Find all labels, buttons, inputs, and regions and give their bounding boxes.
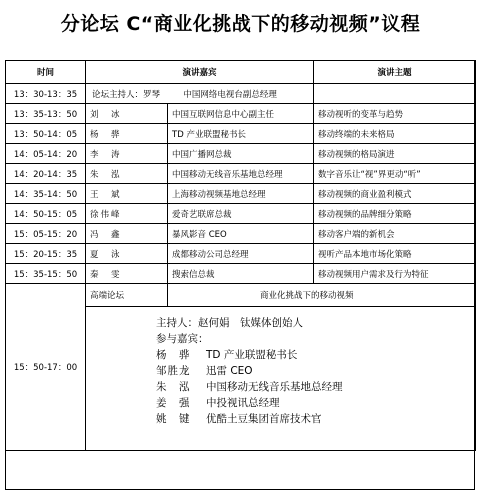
guest-role: 中投视讯总经理 — [206, 397, 280, 409]
forum-host: 主持人：赵何娟 钛媒体创始人 — [156, 317, 303, 329]
row-name: 冯 鑫 — [86, 224, 168, 244]
agenda-table — [5, 60, 476, 451]
guest-name: 朱 泓 — [156, 381, 191, 393]
row-title: 中国移动无线音乐基地总经理 — [168, 164, 314, 184]
row-topic: 移动视频的商业盈利模式 — [314, 184, 476, 204]
row-title: 暴风影音 CEO — [168, 224, 314, 244]
row-time: 13：35-13：50 — [6, 104, 86, 124]
row-name: 秦 雯 — [86, 264, 168, 284]
host-title: 中国网络电视台副总经理 — [183, 89, 277, 100]
forum-time: 15：50-17：00 — [6, 284, 86, 451]
header-time: 时间 — [6, 61, 86, 84]
row-name: 王 斌 — [86, 184, 168, 204]
row-time: 14：35-14：50 — [6, 184, 86, 204]
forum-guest — [156, 363, 465, 379]
table-row — [6, 224, 476, 244]
table-row — [6, 124, 476, 144]
table-header-row — [6, 61, 476, 84]
row-topic: 移动客户端的新机会 — [314, 224, 476, 244]
guest-name: 杨 骅 — [156, 349, 191, 361]
row-topic: 移动视听的变革与趋势 — [314, 104, 476, 124]
row-name: 夏 泳 — [86, 244, 168, 264]
row-title: 中国广播网总裁 — [168, 144, 314, 164]
guest-role: TD 产业联盟秘书长 — [206, 349, 298, 361]
row-title: TD 产业联盟秘书长 — [168, 124, 314, 144]
row-name: 徐伟峰 — [86, 204, 168, 224]
guest-name: 姜 强 — [156, 397, 191, 409]
header-speakers: 演讲嘉宾 — [86, 61, 314, 84]
row-name: 刘 冰 — [86, 104, 168, 124]
table-row — [6, 144, 476, 164]
row-time: 15：05-15：20 — [6, 224, 86, 244]
row-title: 上海移动视频基地总经理 — [168, 184, 314, 204]
guest-role: 优酷土豆集团首席技术官 — [206, 413, 322, 425]
row-title: 成都移动公司总经理 — [168, 244, 314, 264]
row-time: 15：20-15：35 — [6, 244, 86, 264]
row-time: 13：50-14：05 — [6, 124, 86, 144]
guest-role: 迅雷 CEO — [206, 365, 253, 377]
page-title: 分论坛 C“商业化挑战下的移动视频”议程 — [60, 13, 421, 35]
header-topic: 演讲主题 — [314, 61, 476, 84]
row-time: 14：05-14：20 — [6, 144, 86, 164]
row-topic: 移动视频用户需求及行为特征 — [314, 264, 476, 284]
forum-guest — [156, 379, 465, 395]
row-topic: 视听产品本地市场化策略 — [314, 244, 476, 264]
row-name: 杨 骅 — [86, 124, 168, 144]
forum-guest — [156, 347, 465, 363]
row-name: 李 涛 — [86, 144, 168, 164]
guest-name: 姚 键 — [156, 413, 191, 425]
forum-guest — [156, 411, 465, 427]
forum-topic: 商业化挑战下的移动视频 — [168, 284, 476, 307]
host-time: 13：30-13：35 — [6, 84, 86, 104]
table-row — [6, 104, 476, 124]
row-topic: 数字音乐让“视”界更动“听” — [314, 164, 476, 184]
row-time: 15：35-15：50 — [6, 264, 86, 284]
table-row — [6, 164, 476, 184]
forum-guest — [156, 395, 465, 411]
row-name: 朱 泓 — [86, 164, 168, 184]
row-topic: 移动终端的未来格局 — [314, 124, 476, 144]
table-row — [6, 184, 476, 204]
row-time: 14：20-14：35 — [6, 164, 86, 184]
host-text: 论坛主持人：罗琴 — [92, 89, 161, 100]
guest-role: 中国移动无线音乐基地总经理 — [206, 381, 343, 393]
forum-label: 高端论坛 — [86, 284, 168, 307]
forum-header-row — [6, 284, 476, 307]
row-topic: 移动视频的格局演进 — [314, 144, 476, 164]
guest-name: 邹胜龙 — [156, 365, 191, 377]
row-title: 搜索信总裁 — [168, 264, 314, 284]
row-title: 中国互联网信息中心副主任 — [168, 104, 314, 124]
host-row — [6, 84, 476, 104]
row-title: 爱奇艺联席总裁 — [168, 204, 314, 224]
forum-content — [86, 307, 476, 451]
table-row — [6, 204, 476, 224]
row-topic: 移动视频的品牌细分策略 — [314, 204, 476, 224]
forum-guests-label: 参与嘉宾： — [156, 333, 209, 345]
table-row — [6, 244, 476, 264]
table-row — [6, 264, 476, 284]
row-time: 14：50-15：05 — [6, 204, 86, 224]
